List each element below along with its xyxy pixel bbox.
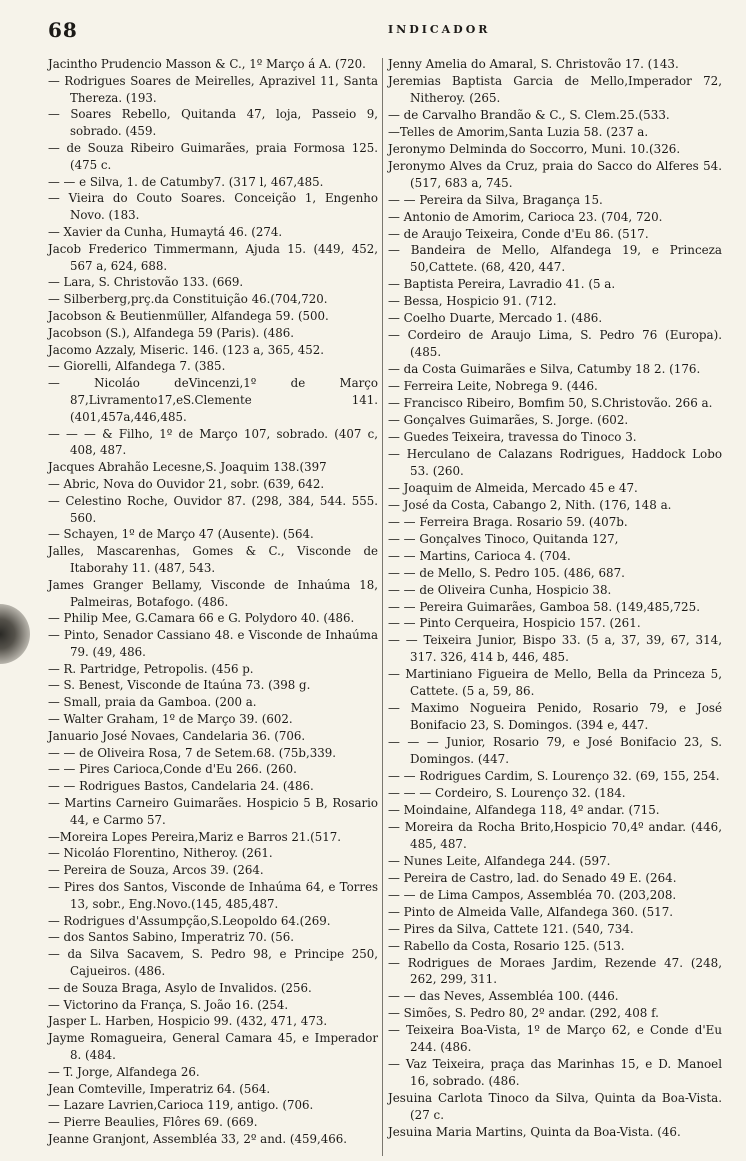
- column-divider: [382, 58, 383, 1156]
- directory-entry: —Telles de Amorim,Santa Luzia 58. (237 a.: [388, 124, 649, 139]
- directory-entry: — Bandeira de Mello, Alfandega 19, e Princeza 50,Cattete. (68, 420, 447.: [388, 243, 722, 275]
- directory-entry: — de Araujo Teixeira, Conde d'Eu 86. (517.: [388, 226, 649, 241]
- directory-entry: — Ferreira Leite, Nobrega 9. (446.: [388, 379, 598, 394]
- directory-entry: — — — & Filho, 1º de Março 107, sobrado. (407 c, 408, 487.: [48, 426, 378, 458]
- directory-entry: — — Ferreira Braga. Rosario 59. (407b.: [388, 514, 628, 529]
- directory-entry: — Walter Graham, 1º de Março 39. (602.: [48, 712, 293, 727]
- directory-entry: — de Souza Ribeiro Guimarães, praia Formosa 125. (475 c.: [48, 140, 378, 172]
- directory-entry: Jasper L. Harben, Hospicio 99. (432, 471, 473.: [48, 1014, 328, 1029]
- directory-entry: — Nicoláo Florentino, Nitheroy. (261.: [48, 846, 273, 861]
- directory-entry: — — de Mello, S. Pedro 105. (486, 687.: [388, 565, 625, 580]
- directory-entry: James Granger Bellamy, Visconde de Inhaúma 18, Palmeiras, Botafogo. (486.: [48, 577, 378, 609]
- directory-entry: — — — Junior, Rosario 79, e José Bonifacio 23, S. Domingos. (447.: [388, 735, 722, 767]
- directory-entry: — Small, praia da Gamboa. (200 a.: [48, 695, 257, 710]
- page-number: 68: [48, 18, 78, 42]
- directory-entry: Jacob Frederico Timmermann, Ajuda 15. (449, 452, 567 a, 624, 688.: [48, 241, 378, 273]
- directory-entry: — T. Jorge, Alfandega 26.: [48, 1064, 200, 1079]
- directory-entry: — — Pires Carioca,Conde d'Eu 266. (260.: [48, 762, 297, 777]
- directory-entry: — — de Lima Campos, Assembléa 70. (203,208.: [388, 887, 677, 902]
- directory-entry: Jacintho Prudencio Masson & C., 1º Março á A. (720.: [48, 57, 366, 71]
- directory-entry: — Philip Mee, G.Camara 66 e G. Polydoro 40. (486.: [48, 611, 355, 626]
- directory-entry: Jesuina Maria Martins, Quinta da Boa-Vista. (46.: [388, 1125, 681, 1140]
- directory-entry: — Francisco Ribeiro, Bomfim 50, S.Christovão. 266 a.: [388, 396, 713, 411]
- directory-entry: Jacobson (S.), Alfandega 59 (Paris). (486.: [48, 325, 295, 340]
- directory-entry: Jayme Romagueira, General Camara 45, e Imperador 8. (484.: [48, 1031, 378, 1063]
- directory-entry: Jacques Abrahão Lecesne,S. Joaquim 138.(397: [48, 460, 327, 475]
- directory-entry: — — — Cordeiro, S. Lourenço 32. (184.: [388, 785, 626, 800]
- directory-entry: Jacobson & Beutienmüller, Alfandega 59. (500.: [48, 308, 329, 323]
- running-title: INDICADOR: [388, 23, 491, 36]
- directory-entry: — Vieira do Couto Soares. Conceição 1, Engenho Novo. (183.: [48, 191, 378, 223]
- directory-entry: Jalles, Mascarenhas, Gomes & C., Visconde de Itaborahy 11. (487, 543.: [48, 544, 378, 575]
- directory-entry: Jeronymo Alves da Cruz, praia do Sacco do Alferes 54. (517, 683 a, 745.: [388, 158, 722, 190]
- directory-entry: —Moreira Lopes Pereira,Mariz e Barros 21.(517.: [48, 829, 342, 844]
- page-header: [48, 14, 724, 40]
- directory-entry: — Rodrigues Soares de Meirelles, Aprazivel 11, Santa Thereza. (193.: [48, 73, 378, 105]
- directory-entry: — Baptista Pereira, Lavradio 41. (5 a.: [388, 277, 616, 292]
- directory-entry: — Simões, S. Pedro 80, 2º andar. (292, 408 f.: [388, 1006, 659, 1021]
- directory-entry: — Bessa, Hospicio 91. (712.: [388, 294, 557, 309]
- directory-entry: — Rabello da Costa, Rosario 125. (513.: [388, 938, 625, 953]
- directory-entry: — — Pereira Guimarães, Gamboa 58. (149,485,725.: [388, 599, 700, 614]
- directory-entry: — dos Santos Sabino, Imperatriz 70. (56.: [48, 930, 295, 945]
- directory-entry: — Lara, S. Christovão 133. (669.: [48, 275, 244, 290]
- directory-entry: Jeremias Baptista Garcia de Mello,Imperador 72, Nitheroy. (265.: [388, 73, 722, 105]
- directory-entry: — S. Benest, Visconde de Itaúna 73. (398 g.: [48, 678, 311, 693]
- directory-entry: — Nicoláo deVincenzi,1º de Março 87,Livramento17,eS.Clemente 141.(401,457a,446,485.: [48, 376, 378, 424]
- directory-entry: — Martins Carneiro Guimarães. Hospicio 5 B, Rosario 44, e Carmo 57.: [48, 796, 378, 827]
- directory-entry: — Nunes Leite, Alfandega 244. (597.: [388, 853, 611, 868]
- directory-entry: — da Costa Guimarães e Silva, Catumby 18 2. (176.: [388, 362, 701, 377]
- directory-entry: — Pinto de Almeida Valle, Alfandega 360. (517.: [388, 904, 674, 919]
- directory-entry: — Gonçalves Guimarães, S. Jorge. (602.: [388, 413, 629, 428]
- directory-entry: — Joaquim de Almeida, Mercado 45 e 47.: [388, 480, 638, 495]
- directory-entry: — Antonio de Amorim, Carioca 23. (704, 720.: [388, 209, 663, 224]
- directory-entry: — Xavier da Cunha, Humaytá 46. (274.: [48, 224, 283, 239]
- directory-entry: — Cordeiro de Araujo Lima, S. Pedro 76 (Europa). (485.: [388, 328, 722, 360]
- directory-entry: — — de Oliveira Rosa, 7 de Setem.68. (75b,339.: [48, 745, 336, 760]
- directory-entry: Jenny Amelia do Amaral, S. Christovão 17. (143.: [388, 57, 679, 71]
- directory-entry: — — Martins, Carioca 4. (704.: [388, 548, 571, 563]
- directory-entry: — Giorelli, Alfandega 7. (385.: [48, 359, 226, 374]
- directory-entry: — de Carvalho Brandão & C., S. Clem.25.(533.: [388, 107, 670, 122]
- directory-entry: — Lazare Lavrien,Carioca 119, antigo. (706.: [48, 1098, 314, 1113]
- directory-entry: — — e Silva, 1. de Catumby7. (317 l, 467,485.: [48, 174, 324, 189]
- right-column: [388, 56, 722, 1141]
- directory-entry: — Schayen, 1º de Março 47 (Ausente). (564.: [48, 527, 314, 542]
- directory-entry: — Abric, Nova do Ouvidor 21, sobr. (639, 642.: [48, 476, 325, 491]
- directory-entry: Jesuina Carlota Tinoco da Silva, Quinta da Boa-Vista. (27 c.: [388, 1091, 722, 1123]
- directory-entry: — Pires da Silva, Cattete 121. (540, 734.: [388, 921, 634, 936]
- directory-entry: Jeanne Granjont, Assembléa 33, 2º and. (459,466.: [48, 1132, 347, 1146]
- directory-entry: Jeronymo Delminda do Soccorro, Muni. 10.(326.: [388, 141, 681, 156]
- directory-entry: — Rodrigues de Moraes Jardim, Rezende 47. (248, 262, 299, 311.: [388, 955, 722, 987]
- directory-entry: — Pereira de Castro, lad. do Senado 49 E. (264.: [388, 870, 677, 885]
- directory-entry: — Moreira da Rocha Brito,Hospicio 70,4º andar. (446, 485, 487.: [388, 819, 722, 851]
- directory-entry: Jacomo Azzaly, Miseric. 146. (123 a, 365, 452.: [48, 342, 324, 357]
- directory-entry: — Coelho Duarte, Mercado 1. (486.: [388, 311, 603, 326]
- directory-entry: — — Rodrigues Bastos, Candelaria 24. (486.: [48, 779, 314, 794]
- directory-entry: — Vaz Teixeira, praça das Marinhas 15, e D. Manoel 16, sobrado. (486.: [388, 1057, 722, 1089]
- directory-entry: — Teixeira Boa-Vista, 1º de Março 62, e Conde d'Eu 244. (486.: [388, 1023, 722, 1055]
- directory-entry: Jean Comteville, Imperatriz 64. (564.: [48, 1081, 271, 1096]
- directory-entry: — Pereira de Souza, Arcos 39. (264.: [48, 863, 264, 878]
- directory-entry: — Pinto, Senador Cassiano 48. e Visconde de Inhaúma 79. (49, 486.: [48, 628, 378, 659]
- directory-entry: — R. Partridge, Petropolis. (456 p.: [48, 661, 254, 676]
- directory-entry: — — Teixeira Junior, Bispo 33. (5 a, 37, 39, 67, 314, 317. 326, 414 b, 446, 485.: [388, 633, 722, 665]
- directory-entry: — Martiniano Figueira de Mello, Bella da Princeza 5, Cattete. (5 a, 59, 86.: [388, 667, 722, 699]
- directory-entry: — — Rodrigues Cardim, S. Lourenço 32. (69, 155, 254.: [388, 769, 720, 784]
- directory-entry: — — Gonçalves Tinoco, Quitanda 127,: [388, 531, 619, 546]
- directory-entry: — de Souza Braga, Asylo de Invalidos. (256.: [48, 980, 312, 995]
- directory-entry: — Pierre Beaulies, Flôres 69. (669.: [48, 1115, 258, 1130]
- directory-entry: — Moindaine, Alfandega 118, 4º andar. (715.: [388, 802, 660, 817]
- directory-entry: — da Silva Sacavem, S. Pedro 98, e Principe 250, Cajueiros. (486.: [48, 947, 378, 979]
- directory-entry: — — das Neves, Assembléa 100. (446.: [388, 989, 619, 1004]
- directory-entry: — Celestino Roche, Ouvidor 87. (298, 384, 544. 555. 560.: [48, 493, 378, 525]
- directory-entry: — Rodrigues d'Assumpção,S.Leopoldo 64.(269.: [48, 913, 331, 928]
- directory-entry: — Herculano de Calazans Rodrigues, Haddock Lobo 53. (260.: [388, 446, 722, 478]
- directory-entry: — — Pinto Cerqueira, Hospicio 157. (261.: [388, 616, 641, 631]
- directory-entry: — Guedes Teixeira, travessa do Tinoco 3.: [388, 429, 637, 444]
- left-column: [48, 56, 378, 1148]
- directory-entry: — Silberberg,prç.da Constituição 46.(704,720.: [48, 292, 328, 307]
- directory-entry: Januario José Novaes, Candelaria 36. (706.: [48, 728, 306, 743]
- directory-entry: — Pires dos Santos, Visconde de Inhaúma 64, e Torres 13, sobr., Eng.Novo.(145, 485,487.: [48, 880, 378, 911]
- directory-entry: — — de Oliveira Cunha, Hospicio 38.: [388, 582, 612, 597]
- directory-entry: — Maximo Nogueira Penido, Rosario 79, e José Bonifacio 23, S. Domingos. (394 e, 447.: [388, 701, 722, 733]
- directory-entry: — Victorino da França, S. João 16. (254.: [48, 997, 289, 1012]
- directory-entry: — José da Costa, Cabango 2, Nith. (176, 148 a.: [388, 497, 672, 512]
- directory-entry: — Soares Rebello, Quitanda 47, loja, Passeio 9, sobrado. (459.: [48, 107, 378, 139]
- directory-entry: — — Pereira da Silva, Bragança 15.: [388, 192, 603, 207]
- scan-thumb-mark: [0, 604, 30, 664]
